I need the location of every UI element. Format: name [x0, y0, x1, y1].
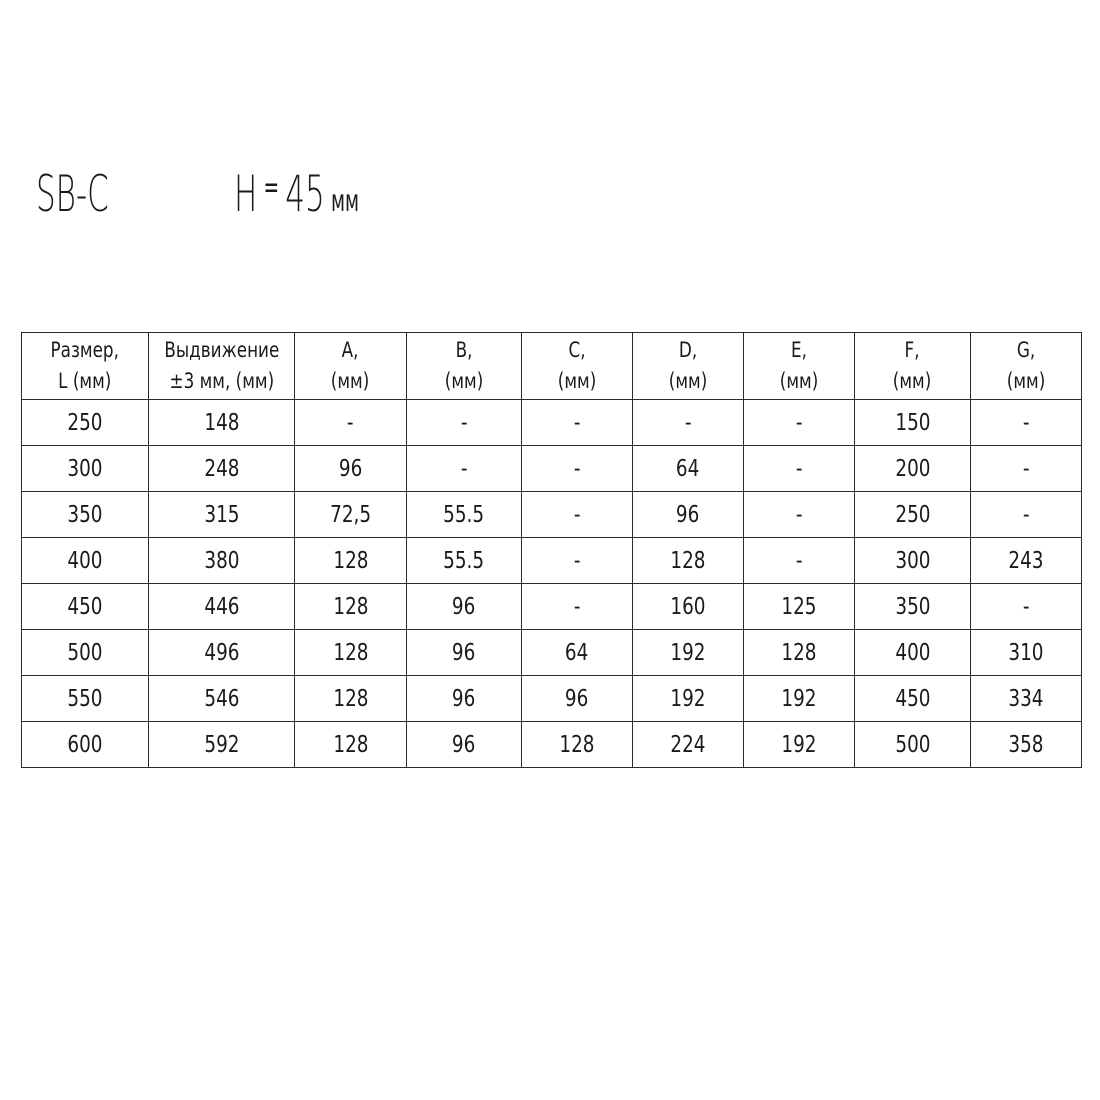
- cell-value: 55.5: [443, 547, 485, 574]
- table-cell-dim-c: [522, 722, 633, 768]
- table-header-row: [22, 333, 1082, 400]
- column-header-dim-f: [855, 333, 971, 400]
- cell-value: -: [795, 409, 803, 436]
- table-cell-dim-c: [522, 446, 633, 492]
- table-cell-dim-d: [633, 446, 744, 492]
- table-cell-dim-g: [971, 722, 1082, 768]
- table-cell-extension: [149, 676, 295, 722]
- column-header-text: [669, 335, 707, 397]
- cell-value: 192: [670, 639, 706, 666]
- table-row: [22, 538, 1082, 584]
- table-cell-extension: [149, 584, 295, 630]
- cell-value: 250: [67, 409, 103, 436]
- table-cell-dim-e: [744, 538, 855, 584]
- cell-value: 350: [67, 501, 103, 528]
- cell-value: 96: [676, 501, 700, 528]
- cell-value: 200: [894, 455, 931, 482]
- table-cell-dim-a: [295, 676, 407, 722]
- table-cell-dim-f: [855, 538, 971, 584]
- table-cell-dim-a: [295, 446, 407, 492]
- cell-value: 192: [781, 731, 817, 758]
- table-cell-dim-b: [407, 630, 522, 676]
- cell-value: -: [573, 547, 581, 574]
- column-header-line: L (мм): [58, 369, 112, 393]
- height-unit: мм: [330, 184, 360, 219]
- table-cell-dim-c: [522, 400, 633, 446]
- column-header-line: (мм): [779, 369, 819, 393]
- table-cell-dim-e: [744, 492, 855, 538]
- table-row: [22, 630, 1082, 676]
- column-header-text: [780, 335, 818, 397]
- table-cell-extension: [149, 446, 295, 492]
- cell-value: 72,5: [330, 501, 371, 528]
- table-cell-dim-f: [855, 492, 971, 538]
- cell-value: 350: [894, 593, 931, 620]
- column-header-text: [331, 335, 369, 397]
- column-header-line: Выдвижение: [164, 338, 279, 362]
- cell-value: -: [795, 547, 803, 574]
- table-cell-dim-g: [971, 492, 1082, 538]
- cell-value: 128: [332, 593, 369, 620]
- cell-value: 96: [452, 685, 476, 712]
- column-header-dim-e: [744, 333, 855, 400]
- table-cell-dim-g: [971, 446, 1082, 492]
- cell-value: 300: [894, 547, 931, 574]
- cell-value: 500: [894, 731, 931, 758]
- column-header-line: E,: [791, 338, 807, 362]
- cell-value: 358: [1008, 731, 1044, 758]
- cell-value: -: [1022, 593, 1030, 620]
- table-cell-dim-b: [407, 676, 522, 722]
- column-header-dim-a: [295, 333, 407, 400]
- cell-value: 192: [670, 685, 706, 712]
- table-cell-dim-c: [522, 630, 633, 676]
- table-cell-dim-d: [633, 630, 744, 676]
- cell-value: 128: [332, 547, 369, 574]
- table-cell-dim-d: [633, 584, 744, 630]
- cell-value: 310: [1008, 639, 1044, 666]
- column-header-text: [164, 335, 279, 397]
- cell-value: -: [1022, 455, 1030, 482]
- table-cell-size-l: [22, 400, 149, 446]
- column-header-text: [51, 335, 119, 397]
- column-header-size-l: [22, 333, 149, 400]
- table-cell-size-l: [22, 538, 149, 584]
- cell-value: 446: [203, 593, 240, 620]
- cell-value: 64: [676, 455, 700, 482]
- cell-value: 550: [67, 685, 103, 712]
- cell-value: 192: [781, 685, 817, 712]
- cell-value: 500: [67, 639, 103, 666]
- cell-value: 450: [894, 685, 931, 712]
- table-cell-dim-d: [633, 538, 744, 584]
- cell-value: 496: [203, 639, 240, 666]
- column-header-text: [445, 335, 483, 397]
- column-header-line: (мм): [1006, 369, 1046, 393]
- table-cell-dim-f: [855, 722, 971, 768]
- column-header-extension: [149, 333, 295, 400]
- cell-value: 600: [67, 731, 103, 758]
- table-cell-dim-e: [744, 676, 855, 722]
- table-cell-dim-f: [855, 446, 971, 492]
- table-cell-dim-a: [295, 630, 407, 676]
- column-header-line: D,: [678, 338, 698, 362]
- dimensions-table: [21, 332, 1082, 768]
- table-cell-dim-g: [971, 676, 1082, 722]
- height-value: 45: [285, 165, 325, 223]
- cell-value: 96: [452, 731, 476, 758]
- column-header-line: (мм): [557, 369, 597, 393]
- cell-value: 150: [894, 409, 931, 436]
- table-cell-dim-g: [971, 400, 1082, 446]
- cell-value: -: [573, 593, 581, 620]
- table-cell-dim-a: [295, 538, 407, 584]
- table-row: [22, 584, 1082, 630]
- table-cell-size-l: [22, 676, 149, 722]
- column-header-line: (мм): [668, 369, 708, 393]
- table-cell-dim-d: [633, 400, 744, 446]
- cell-value: 55.5: [443, 501, 485, 528]
- cell-value: -: [347, 409, 354, 436]
- table-cell-extension: [149, 400, 295, 446]
- table-row: [22, 676, 1082, 722]
- table-cell-dim-e: [744, 722, 855, 768]
- cell-value: 128: [781, 639, 817, 666]
- table-cell-dim-b: [407, 400, 522, 446]
- cell-value: 224: [670, 731, 706, 758]
- cell-value: 64: [565, 639, 589, 666]
- cell-value: 96: [452, 593, 476, 620]
- cell-value: 128: [332, 731, 369, 758]
- column-header-text: [558, 335, 596, 397]
- cell-value: -: [460, 455, 468, 482]
- table-cell-extension: [149, 630, 295, 676]
- table-cell-dim-c: [522, 538, 633, 584]
- cell-value: 592: [203, 731, 240, 758]
- height-label: H: [234, 165, 258, 223]
- table-cell-dim-a: [295, 400, 407, 446]
- cell-value: 128: [670, 547, 706, 574]
- cell-value: 96: [452, 639, 476, 666]
- table-row: [22, 400, 1082, 446]
- table-cell-dim-d: [633, 676, 744, 722]
- column-header-line: (мм): [893, 369, 932, 393]
- table-cell-size-l: [22, 630, 149, 676]
- cell-value: 128: [332, 639, 369, 666]
- column-header-text: [893, 335, 931, 397]
- cell-value: 128: [332, 685, 369, 712]
- table-cell-size-l: [22, 492, 149, 538]
- column-header-line: G,: [1016, 338, 1036, 362]
- table-cell-extension: [149, 538, 295, 584]
- cell-value: -: [684, 409, 692, 436]
- table-cell-dim-e: [744, 630, 855, 676]
- table-cell-dim-g: [971, 630, 1082, 676]
- column-header-text: [1007, 335, 1045, 397]
- table-cell-dim-f: [855, 676, 971, 722]
- table-cell-dim-b: [407, 722, 522, 768]
- table-cell-size-l: [22, 722, 149, 768]
- table-row: [22, 446, 1082, 492]
- cell-value: 96: [565, 685, 589, 712]
- cell-value: 300: [67, 455, 103, 482]
- table-cell-extension: [149, 492, 295, 538]
- table-cell-dim-a: [295, 722, 407, 768]
- cell-value: 96: [338, 455, 363, 482]
- cell-value: -: [460, 409, 468, 436]
- cell-value: -: [1022, 501, 1030, 528]
- table-row: [22, 492, 1082, 538]
- table-cell-dim-d: [633, 492, 744, 538]
- column-header-line: B,: [455, 338, 473, 362]
- table-row: [22, 722, 1082, 768]
- cell-value: 128: [559, 731, 595, 758]
- table-cell-dim-a: [295, 492, 407, 538]
- column-header-line: F,: [904, 338, 920, 362]
- cell-value: 450: [67, 593, 103, 620]
- column-header-line: C,: [568, 338, 586, 362]
- cell-value: 250: [894, 501, 931, 528]
- cell-value: -: [1022, 409, 1030, 436]
- cell-value: -: [573, 501, 581, 528]
- cell-value: -: [795, 455, 803, 482]
- column-header-line: (мм): [331, 369, 370, 393]
- height-equals: =: [263, 170, 280, 205]
- column-header-dim-c: [522, 333, 633, 400]
- table-cell-dim-c: [522, 676, 633, 722]
- column-header-line: (мм): [444, 369, 484, 393]
- cell-value: 400: [67, 547, 103, 574]
- cell-value: 380: [203, 547, 240, 574]
- table-cell-dim-b: [407, 446, 522, 492]
- cell-value: 546: [203, 685, 240, 712]
- cell-value: 334: [1008, 685, 1044, 712]
- cell-value: 400: [894, 639, 931, 666]
- table-cell-dim-f: [855, 400, 971, 446]
- cell-value: 148: [203, 409, 240, 436]
- table-cell-dim-e: [744, 446, 855, 492]
- table-cell-dim-d: [633, 722, 744, 768]
- table-cell-dim-g: [971, 584, 1082, 630]
- table-cell-dim-b: [407, 492, 522, 538]
- column-header-dim-b: [407, 333, 522, 400]
- table-cell-dim-c: [522, 492, 633, 538]
- table-cell-size-l: [22, 446, 149, 492]
- table-cell-dim-a: [295, 584, 407, 630]
- cell-value: 315: [203, 501, 240, 528]
- cell-value: 243: [1008, 547, 1044, 574]
- column-header-line: A,: [342, 338, 359, 362]
- cell-value: 125: [781, 593, 817, 620]
- cell-value: -: [573, 455, 581, 482]
- cell-value: 160: [670, 593, 706, 620]
- table-cell-dim-f: [855, 630, 971, 676]
- cell-value: -: [573, 409, 581, 436]
- table-cell-dim-b: [407, 538, 522, 584]
- column-header-line: Размер,: [50, 338, 120, 362]
- table-cell-size-l: [22, 584, 149, 630]
- table-cell-dim-c: [522, 584, 633, 630]
- table-cell-dim-g: [971, 538, 1082, 584]
- model-title: SB-C: [36, 165, 109, 223]
- table-cell-extension: [149, 722, 295, 768]
- table-cell-dim-e: [744, 400, 855, 446]
- cell-value: -: [795, 501, 803, 528]
- table-cell-dim-e: [744, 584, 855, 630]
- cell-value: 248: [203, 455, 240, 482]
- table-body: [22, 400, 1082, 768]
- column-header-dim-g: [971, 333, 1082, 400]
- table-cell-dim-f: [855, 584, 971, 630]
- column-header-line: ±3 мм, (мм): [169, 369, 274, 393]
- height-spec: [234, 165, 359, 223]
- column-header-dim-d: [633, 333, 744, 400]
- table-cell-dim-b: [407, 584, 522, 630]
